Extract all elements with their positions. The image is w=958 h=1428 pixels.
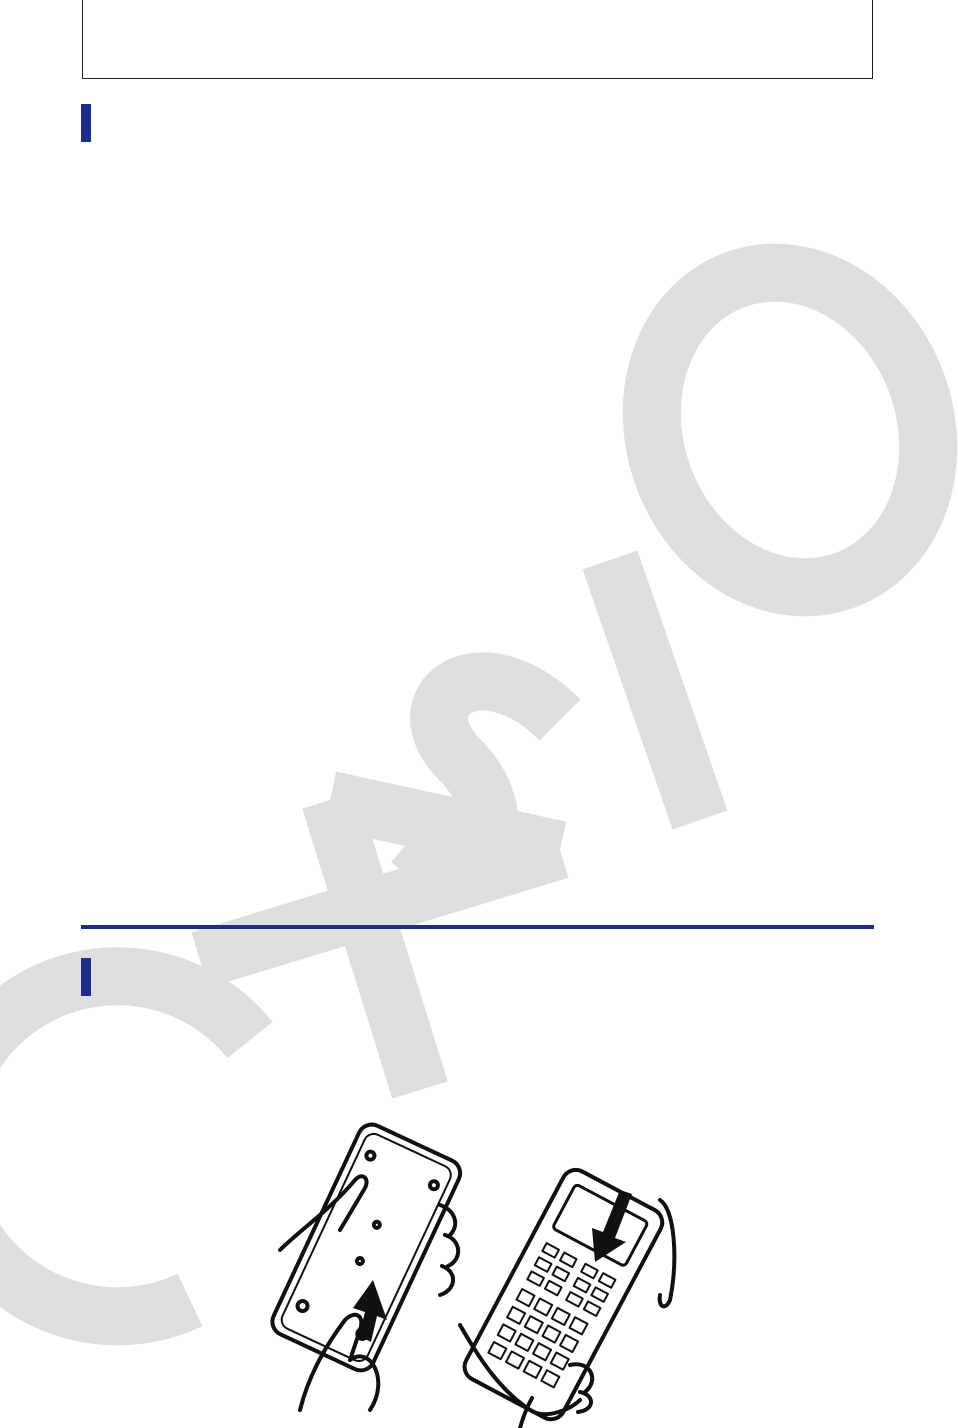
section-marker-top bbox=[81, 104, 91, 142]
top-note-box bbox=[82, 0, 873, 79]
hard-case-illustration bbox=[270, 1110, 690, 1428]
section-title-rule bbox=[81, 925, 874, 929]
arrow-down-icon bbox=[592, 1190, 632, 1262]
subsection-marker bbox=[81, 958, 91, 996]
calculator-right bbox=[460, 1165, 667, 1424]
